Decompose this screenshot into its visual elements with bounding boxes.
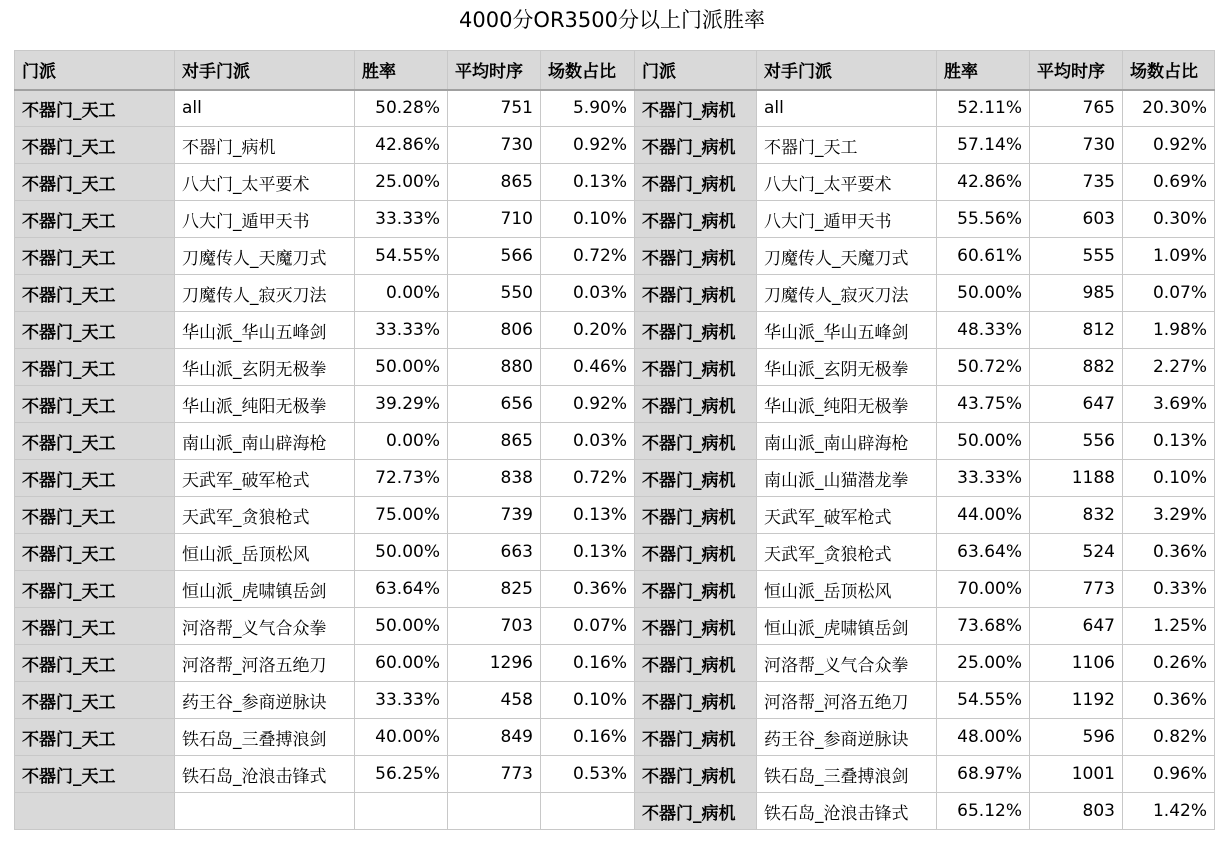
right-winrate-cell: 50.72%	[937, 349, 1030, 386]
header-row	[15, 51, 1215, 90]
left-avg-time-cell: 663	[448, 534, 541, 571]
right-avg-time-cell: 647	[1030, 386, 1123, 423]
left-match-share-cell: 0.46%	[541, 349, 635, 386]
right-avg-time-cell: 812	[1030, 312, 1123, 349]
left-match-share-cell: 0.72%	[541, 460, 635, 497]
left-opponent-cell: 恒山派_虎啸镇岳剑	[175, 571, 355, 608]
left-match-share-cell: 0.03%	[541, 423, 635, 460]
left-opponent-cell: 河洛帮_河洛五绝刀	[175, 645, 355, 682]
table-row	[15, 793, 1215, 830]
header-right-winrate: 胜率	[937, 51, 1030, 90]
right-avg-time-cell: 555	[1030, 238, 1123, 275]
right-match-share-cell: 0.82%	[1123, 719, 1215, 756]
right-opponent-cell: 华山派_玄阴无极拳	[757, 349, 937, 386]
right-winrate-cell: 25.00%	[937, 645, 1030, 682]
right-winrate-cell: 65.12%	[937, 793, 1030, 830]
left-sect-cell: 不器门_天工	[15, 423, 175, 460]
left-avg-time-cell: 825	[448, 571, 541, 608]
right-opponent-cell: 天武军_贪狼枪式	[757, 534, 937, 571]
left-avg-time-cell: 1296	[448, 645, 541, 682]
left-sect-cell: 不器门_天工	[15, 682, 175, 719]
left-match-share-cell: 0.53%	[541, 756, 635, 793]
right-avg-time-cell: 556	[1030, 423, 1123, 460]
right-match-share-cell: 0.36%	[1123, 682, 1215, 719]
right-opponent-cell: 刀魔传人_寂灭刀法	[757, 275, 937, 312]
left-sect-cell: 不器门_天工	[15, 719, 175, 756]
right-sect-cell: 不器门_病机	[635, 682, 757, 719]
left-avg-time-cell: 865	[448, 164, 541, 201]
left-match-share-cell: 0.03%	[541, 275, 635, 312]
left-match-share-cell: 0.72%	[541, 238, 635, 275]
right-sect-cell: 不器门_病机	[635, 386, 757, 423]
left-match-share-cell: 0.07%	[541, 608, 635, 645]
left-avg-time-cell: 730	[448, 127, 541, 164]
right-match-share-cell: 0.10%	[1123, 460, 1215, 497]
right-winrate-cell: 33.33%	[937, 460, 1030, 497]
table-row	[15, 534, 1215, 571]
left-avg-time-cell: 751	[448, 90, 541, 127]
right-sect-cell: 不器门_病机	[635, 719, 757, 756]
table-row	[15, 423, 1215, 460]
left-opponent-cell: 华山派_玄阴无极拳	[175, 349, 355, 386]
left-match-share-cell: 0.10%	[541, 201, 635, 238]
right-sect-cell: 不器门_病机	[635, 275, 757, 312]
left-sect-cell: 不器门_天工	[15, 275, 175, 312]
left-opponent-cell: 铁石岛_沧浪击锋式	[175, 756, 355, 793]
right-winrate-cell: 48.00%	[937, 719, 1030, 756]
right-avg-time-cell: 603	[1030, 201, 1123, 238]
table-row	[15, 127, 1215, 164]
left-opponent-cell: 八大门_遁甲天书	[175, 201, 355, 238]
left-winrate-cell: 39.29%	[355, 386, 448, 423]
right-avg-time-cell: 596	[1030, 719, 1123, 756]
right-avg-time-cell: 730	[1030, 127, 1123, 164]
right-avg-time-cell: 524	[1030, 534, 1123, 571]
right-sect-cell: 不器门_病机	[635, 127, 757, 164]
left-sect-cell: 不器门_天工	[15, 349, 175, 386]
table-row	[15, 608, 1215, 645]
left-winrate-cell: 56.25%	[355, 756, 448, 793]
left-avg-time-cell: 806	[448, 312, 541, 349]
right-sect-cell: 不器门_病机	[635, 460, 757, 497]
left-winrate-cell: 63.64%	[355, 571, 448, 608]
right-match-share-cell: 0.33%	[1123, 571, 1215, 608]
right-opponent-cell: 铁石岛_沧浪击锋式	[757, 793, 937, 830]
left-winrate-cell: 72.73%	[355, 460, 448, 497]
left-match-share-cell: 0.16%	[541, 645, 635, 682]
left-avg-time-cell	[448, 793, 541, 830]
left-winrate-cell: 40.00%	[355, 719, 448, 756]
header-right-match-share: 场数占比	[1123, 51, 1215, 90]
right-avg-time-cell: 882	[1030, 349, 1123, 386]
left-winrate-cell: 33.33%	[355, 201, 448, 238]
left-winrate-cell	[355, 793, 448, 830]
left-sect-cell: 不器门_天工	[15, 312, 175, 349]
left-opponent-cell: 药王谷_参商逆脉诀	[175, 682, 355, 719]
left-opponent-cell: all	[175, 90, 355, 127]
left-sect-cell: 不器门_天工	[15, 238, 175, 275]
header-left-match-share: 场数占比	[541, 51, 635, 90]
left-sect-cell: 不器门_天工	[15, 201, 175, 238]
left-opponent-cell: 刀魔传人_天魔刀式	[175, 238, 355, 275]
left-winrate-cell: 50.00%	[355, 608, 448, 645]
right-sect-cell: 不器门_病机	[635, 497, 757, 534]
right-sect-cell: 不器门_病机	[635, 312, 757, 349]
right-winrate-cell: 73.68%	[937, 608, 1030, 645]
left-avg-time-cell: 739	[448, 497, 541, 534]
left-opponent-cell: 八大门_太平要术	[175, 164, 355, 201]
right-sect-cell: 不器门_病机	[635, 201, 757, 238]
left-sect-cell: 不器门_天工	[15, 645, 175, 682]
right-avg-time-cell: 832	[1030, 497, 1123, 534]
page-title: 4000分OR3500分以上门派胜率	[458, 8, 765, 32]
left-match-share-cell: 0.13%	[541, 164, 635, 201]
left-opponent-cell: 华山派_纯阳无极拳	[175, 386, 355, 423]
right-opponent-cell: 河洛帮_河洛五绝刀	[757, 682, 937, 719]
left-winrate-cell: 50.28%	[355, 90, 448, 127]
table-row	[15, 164, 1215, 201]
left-sect-cell: 不器门_天工	[15, 460, 175, 497]
left-opponent-cell: 天武军_贪狼枪式	[175, 497, 355, 534]
left-sect-cell: 不器门_天工	[15, 386, 175, 423]
right-match-share-cell: 0.07%	[1123, 275, 1215, 312]
right-sect-cell: 不器门_病机	[635, 349, 757, 386]
left-avg-time-cell: 773	[448, 756, 541, 793]
right-avg-time-cell: 735	[1030, 164, 1123, 201]
left-avg-time-cell: 865	[448, 423, 541, 460]
right-sect-cell: 不器门_病机	[635, 793, 757, 830]
left-match-share-cell: 0.36%	[541, 571, 635, 608]
right-match-share-cell: 0.69%	[1123, 164, 1215, 201]
header-right-sect: 门派	[635, 51, 757, 90]
right-sect-cell: 不器门_病机	[635, 423, 757, 460]
right-avg-time-cell: 1106	[1030, 645, 1123, 682]
right-avg-time-cell: 647	[1030, 608, 1123, 645]
left-sect-cell: 不器门_天工	[15, 571, 175, 608]
right-opponent-cell: 刀魔传人_天魔刀式	[757, 238, 937, 275]
left-opponent-cell: 河洛帮_义气合众拳	[175, 608, 355, 645]
right-winrate-cell: 54.55%	[937, 682, 1030, 719]
right-winrate-cell: 63.64%	[937, 534, 1030, 571]
left-winrate-cell: 50.00%	[355, 349, 448, 386]
right-match-share-cell: 0.26%	[1123, 645, 1215, 682]
right-winrate-cell: 42.86%	[937, 164, 1030, 201]
right-opponent-cell: 华山派_华山五峰剑	[757, 312, 937, 349]
left-sect-cell: 不器门_天工	[15, 497, 175, 534]
right-winrate-cell: 55.56%	[937, 201, 1030, 238]
left-sect-cell: 不器门_天工	[15, 127, 175, 164]
right-avg-time-cell: 985	[1030, 275, 1123, 312]
right-avg-time-cell: 773	[1030, 571, 1123, 608]
left-winrate-cell: 0.00%	[355, 423, 448, 460]
right-sect-cell: 不器门_病机	[635, 608, 757, 645]
right-match-share-cell: 0.30%	[1123, 201, 1215, 238]
left-sect-cell: 不器门_天工	[15, 164, 175, 201]
right-match-share-cell: 0.96%	[1123, 756, 1215, 793]
table-row	[15, 275, 1215, 312]
table-row	[15, 90, 1215, 127]
table-row	[15, 682, 1215, 719]
left-match-share-cell	[541, 793, 635, 830]
left-match-share-cell: 5.90%	[541, 90, 635, 127]
left-avg-time-cell: 458	[448, 682, 541, 719]
right-opponent-cell: 恒山派_虎啸镇岳剑	[757, 608, 937, 645]
table-row	[15, 719, 1215, 756]
right-avg-time-cell: 1001	[1030, 756, 1123, 793]
left-match-share-cell: 0.92%	[541, 386, 635, 423]
left-avg-time-cell: 880	[448, 349, 541, 386]
right-winrate-cell: 52.11%	[937, 90, 1030, 127]
right-winrate-cell: 50.00%	[937, 423, 1030, 460]
table-row	[15, 645, 1215, 682]
right-winrate-cell: 48.33%	[937, 312, 1030, 349]
right-winrate-cell: 68.97%	[937, 756, 1030, 793]
header-left-sect: 门派	[15, 51, 175, 90]
table-row	[15, 756, 1215, 793]
right-winrate-cell: 43.75%	[937, 386, 1030, 423]
table-row	[15, 497, 1215, 534]
right-avg-time-cell: 803	[1030, 793, 1123, 830]
left-sect-cell: 不器门_天工	[15, 534, 175, 571]
left-opponent-cell: 华山派_华山五峰剑	[175, 312, 355, 349]
right-opponent-cell: all	[757, 90, 937, 127]
right-opponent-cell: 恒山派_岳顶松风	[757, 571, 937, 608]
right-winrate-cell: 57.14%	[937, 127, 1030, 164]
left-avg-time-cell: 838	[448, 460, 541, 497]
right-opponent-cell: 八大门_遁甲天书	[757, 201, 937, 238]
left-avg-time-cell: 710	[448, 201, 541, 238]
left-sect-cell: 不器门_天工	[15, 756, 175, 793]
left-opponent-cell: 恒山派_岳顶松风	[175, 534, 355, 571]
right-sect-cell: 不器门_病机	[635, 238, 757, 275]
right-match-share-cell: 0.92%	[1123, 127, 1215, 164]
left-winrate-cell: 50.00%	[355, 534, 448, 571]
right-avg-time-cell: 1192	[1030, 682, 1123, 719]
left-avg-time-cell: 656	[448, 386, 541, 423]
right-sect-cell: 不器门_病机	[635, 534, 757, 571]
table-row	[15, 349, 1215, 386]
table-row	[15, 312, 1215, 349]
header-left-winrate: 胜率	[355, 51, 448, 90]
left-match-share-cell: 0.13%	[541, 534, 635, 571]
right-opponent-cell: 河洛帮_义气合众拳	[757, 645, 937, 682]
right-winrate-cell: 70.00%	[937, 571, 1030, 608]
table-row	[15, 201, 1215, 238]
left-winrate-cell: 33.33%	[355, 312, 448, 349]
right-opponent-cell: 八大门_太平要术	[757, 164, 937, 201]
left-match-share-cell: 0.92%	[541, 127, 635, 164]
right-sect-cell: 不器门_病机	[635, 571, 757, 608]
right-match-share-cell: 1.09%	[1123, 238, 1215, 275]
left-winrate-cell: 60.00%	[355, 645, 448, 682]
right-opponent-cell: 药王谷_参商逆脉诀	[757, 719, 937, 756]
right-opponent-cell: 铁石岛_三叠搏浪剑	[757, 756, 937, 793]
header-left-opponent: 对手门派	[175, 51, 355, 90]
right-winrate-cell: 50.00%	[937, 275, 1030, 312]
left-match-share-cell: 0.13%	[541, 497, 635, 534]
right-match-share-cell: 1.25%	[1123, 608, 1215, 645]
header-right-avg-time: 平均时序	[1030, 51, 1123, 90]
right-match-share-cell: 2.27%	[1123, 349, 1215, 386]
left-opponent-cell	[175, 793, 355, 830]
left-avg-time-cell: 849	[448, 719, 541, 756]
left-winrate-cell: 0.00%	[355, 275, 448, 312]
right-sect-cell: 不器门_病机	[635, 90, 757, 127]
right-opponent-cell: 南山派_山猫潜龙拳	[757, 460, 937, 497]
left-avg-time-cell: 550	[448, 275, 541, 312]
left-opponent-cell: 南山派_南山辟海枪	[175, 423, 355, 460]
right-opponent-cell: 不器门_天工	[757, 127, 937, 164]
table-row	[15, 238, 1215, 275]
left-winrate-cell: 75.00%	[355, 497, 448, 534]
left-winrate-cell: 42.86%	[355, 127, 448, 164]
left-match-share-cell: 0.10%	[541, 682, 635, 719]
left-match-share-cell: 0.20%	[541, 312, 635, 349]
left-opponent-cell: 铁石岛_三叠搏浪剑	[175, 719, 355, 756]
winrate-table	[14, 50, 1215, 830]
left-sect-cell: 不器门_天工	[15, 608, 175, 645]
left-opponent-cell: 不器门_病机	[175, 127, 355, 164]
table-row	[15, 460, 1215, 497]
left-opponent-cell: 刀魔传人_寂灭刀法	[175, 275, 355, 312]
right-match-share-cell: 20.30%	[1123, 90, 1215, 127]
right-match-share-cell: 3.29%	[1123, 497, 1215, 534]
left-sect-cell	[15, 793, 175, 830]
left-match-share-cell: 0.16%	[541, 719, 635, 756]
table-row	[15, 386, 1215, 423]
right-sect-cell: 不器门_病机	[635, 756, 757, 793]
right-avg-time-cell: 765	[1030, 90, 1123, 127]
right-opponent-cell: 天武军_破军枪式	[757, 497, 937, 534]
header-right-opponent: 对手门派	[757, 51, 937, 90]
right-match-share-cell: 0.13%	[1123, 423, 1215, 460]
right-winrate-cell: 44.00%	[937, 497, 1030, 534]
left-avg-time-cell: 703	[448, 608, 541, 645]
right-sect-cell: 不器门_病机	[635, 164, 757, 201]
table-row	[15, 571, 1215, 608]
right-match-share-cell: 3.69%	[1123, 386, 1215, 423]
left-avg-time-cell: 566	[448, 238, 541, 275]
header-left-avg-time: 平均时序	[448, 51, 541, 90]
right-sect-cell: 不器门_病机	[635, 645, 757, 682]
left-winrate-cell: 25.00%	[355, 164, 448, 201]
left-winrate-cell: 33.33%	[355, 682, 448, 719]
right-winrate-cell: 60.61%	[937, 238, 1030, 275]
right-match-share-cell: 0.36%	[1123, 534, 1215, 571]
left-sect-cell: 不器门_天工	[15, 90, 175, 127]
right-match-share-cell: 1.98%	[1123, 312, 1215, 349]
right-avg-time-cell: 1188	[1030, 460, 1123, 497]
right-opponent-cell: 华山派_纯阳无极拳	[757, 386, 937, 423]
right-match-share-cell: 1.42%	[1123, 793, 1215, 830]
left-opponent-cell: 天武军_破军枪式	[175, 460, 355, 497]
right-opponent-cell: 南山派_南山辟海枪	[757, 423, 937, 460]
left-winrate-cell: 54.55%	[355, 238, 448, 275]
